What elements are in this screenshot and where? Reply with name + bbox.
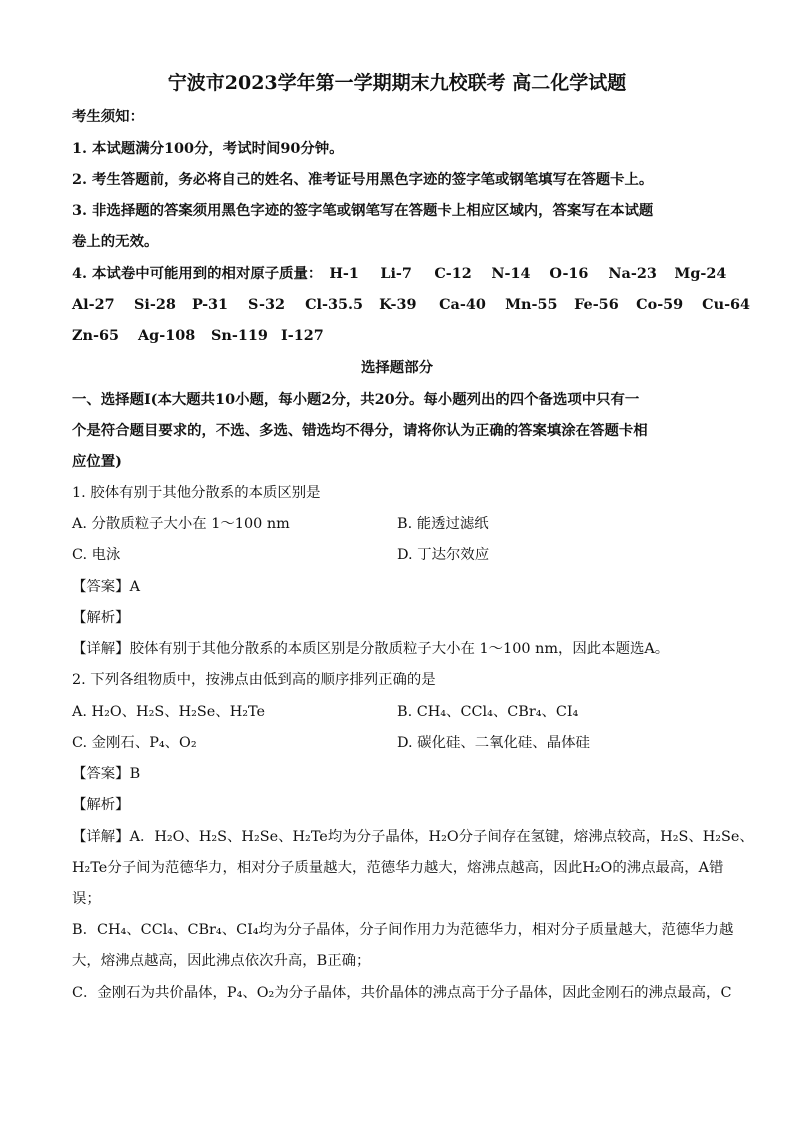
q1-detail: 【详解】胶体有别于其他分散系的本质区别是分散质粒子大小在 1～100 nm，因此本题选A。 xyxy=(72,641,670,657)
atom-mass-row-3 xyxy=(72,326,324,346)
atom-mass: Cu-64 xyxy=(702,296,751,313)
section-heading: 选择题部分 xyxy=(361,359,433,376)
notice-item-3-cont: 卷上的无效。 xyxy=(72,233,159,250)
atom-mass: Fe-56 xyxy=(574,296,619,313)
q2-analysis-label: 【解析】 xyxy=(72,797,130,813)
q2-option-d: D. 碳化硅、二氧化硅、晶体硅 xyxy=(397,735,590,751)
atom-mass: H-1 xyxy=(329,265,359,282)
section-intro-1: 一、选择题Ⅰ(本大题共10小题，每小题2分，共20分。每小题列出的四个备选项中只有一 xyxy=(72,391,640,408)
atom-mass: I-127 xyxy=(281,327,324,344)
atom-mass-row-2 xyxy=(72,295,750,315)
atom-mass: Co-59 xyxy=(636,296,684,313)
atom-mass: Al-27 xyxy=(72,296,115,313)
atom-mass: Zn-65 xyxy=(72,327,119,344)
q2-detail-line: 大，熔沸点越高，因此沸点依次升高，B正确； xyxy=(72,953,371,969)
q1-analysis-label: 【解析】 xyxy=(72,610,130,626)
atom-mass: Ca-40 xyxy=(439,296,486,313)
q1-option-c: C. 电泳 xyxy=(72,547,121,563)
q2-detail-line: B．CH₄、CCl₄、CBr₄、CI₄均为分子晶体，分子间作用力为范德华力，相对分子质量越大，范德华力越 xyxy=(72,922,734,938)
q2-option-a: A. H₂O、H₂S、H₂Se、H₂Te xyxy=(72,704,266,720)
q2-detail-line: 【详解】A．H₂O、H₂S、H₂Se、H₂Te均为分子晶体，H₂O分子间存在氢键，熔沸点较高，H₂S、H₂Se、 xyxy=(72,829,754,845)
atom-mass: Sn-119 xyxy=(211,327,268,344)
q2-option-c: C. 金刚石、P₄、O₂ xyxy=(72,735,197,751)
atom-mass: Si-28 xyxy=(134,296,176,313)
atom-mass-row-1 xyxy=(72,264,726,284)
q2-detail-line: C．金刚石为共价晶体，P₄、O₂为分子晶体，共价晶体的沸点高于分子晶体，因此金刚石的沸点最高，C xyxy=(72,985,732,1001)
section-intro-2: 个是符合题目要求的，不选、多选、错选均不得分，请将你认为正确的答案填涂在答题卡相 xyxy=(72,422,648,439)
q1-option-b: B. 能透过滤纸 xyxy=(397,516,489,532)
notice-item-1: 1. 本试题满分100分，考试时间90分钟。 xyxy=(72,140,344,157)
q2-detail-line: H₂Te分子间为范德华力，相对分子质量越大，范德华力越大，熔沸点越高，因此H₂O的沸点最高，A错 xyxy=(72,860,724,876)
atom-mass: K-39 xyxy=(379,296,417,313)
atom-mass: C-12 xyxy=(434,265,472,282)
notice-item-3: 3. 非选择题的答案须用黑色字迹的签字笔或钢笔写在答题卡上相应区域内，答案写在本试题 xyxy=(72,202,654,219)
atom-mass: O-16 xyxy=(549,265,589,282)
atom-mass: Na-23 xyxy=(608,265,657,282)
atom-mass: Li-7 xyxy=(380,265,412,282)
atom-mass: S-32 xyxy=(248,296,285,313)
atom-mass: P-31 xyxy=(192,296,229,313)
q1-option-d: D. 丁达尔效应 xyxy=(397,547,490,563)
q2-detail-line: 误； xyxy=(72,891,101,907)
atom-mass: Mn-55 xyxy=(505,296,558,313)
q1-option-a: A. 分散质粒子大小在 1～100 nm xyxy=(72,516,290,532)
q2-answer: 【答案】B xyxy=(72,766,141,782)
q2-option-b: B. CH₄、CCl₄、CBr₄、CI₄ xyxy=(397,704,579,720)
atom-mass: Ag-108 xyxy=(138,327,196,344)
atom-mass: N-14 xyxy=(491,265,531,282)
notice-item-2: 2. 考生答题前，务必将自己的姓名、准考证号用黑色字迹的签字笔或钢笔填写在答题卡上。 xyxy=(72,171,654,188)
section-intro-3: 应位置) xyxy=(72,453,122,470)
q1-stem: 1. 胶体有别于其他分散系的本质区别是 xyxy=(72,485,321,501)
atom-mass-intro: 4. 本试卷中可能用到的相对原子质量： xyxy=(72,265,323,282)
page-title: 宁波市2023学年第一学期期末九校联考 高二化学试题 xyxy=(167,72,627,94)
atom-mass: Cl-35.5 xyxy=(305,296,364,313)
q2-stem: 2. 下列各组物质中，按沸点由低到高的顺序排列正确的是 xyxy=(72,672,436,688)
q1-answer: 【答案】A xyxy=(72,579,140,595)
notice-heading: 考生须知： xyxy=(72,108,144,125)
atom-mass: Mg-24 xyxy=(674,265,727,282)
